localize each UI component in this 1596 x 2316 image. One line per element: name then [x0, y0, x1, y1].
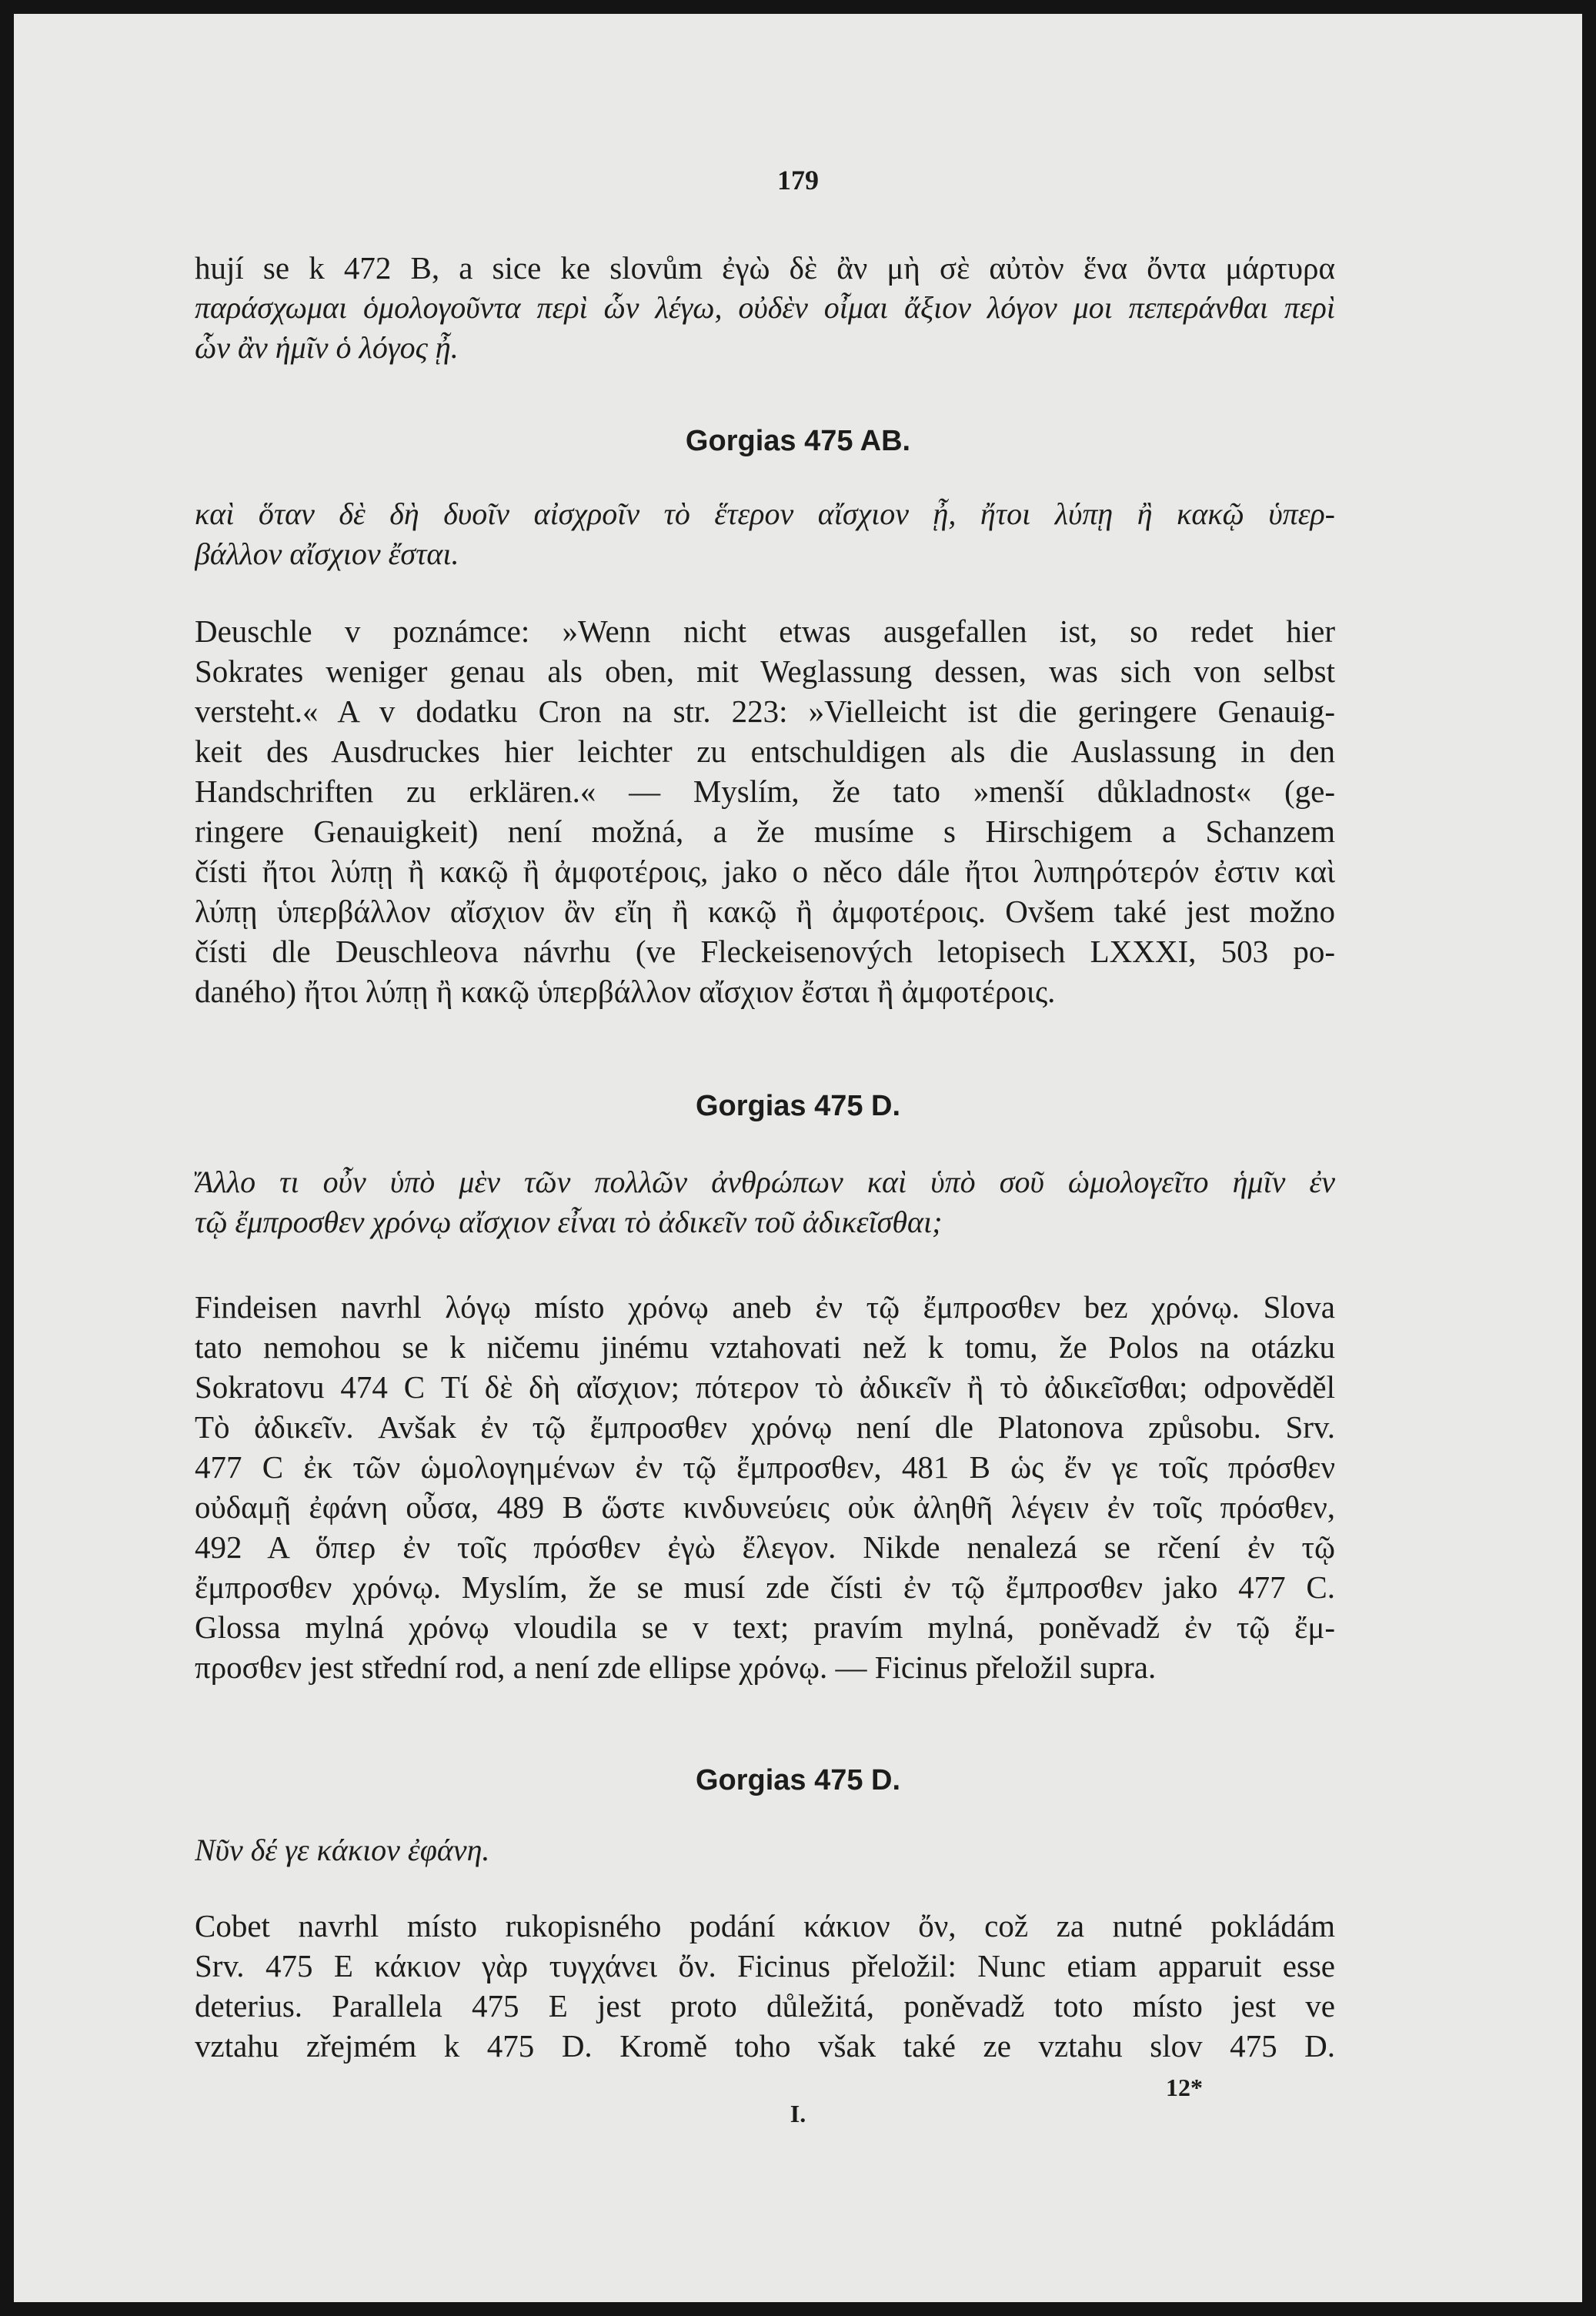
greek-quote-475d: [195, 1162, 1335, 1242]
text-line: 477 C ἐκ τῶν ὡμολογημένων ἐν τῷ ἔμπροσθεν, 481 B ὡς ἔν γε τοῖς πρόσθεν: [195, 1449, 1335, 1485]
text-line: ὧν ἂν ἡμῖν ὁ λόγος ᾖ.: [195, 330, 459, 365]
section-heading-475d: Gorgias 475 D.: [695, 1090, 901, 1122]
text-line: ἔμπροσθεν χρόνῳ. Myslím, že se musí zde čísti ἐν τῷ ἔμπροσθεν jako 477 C.: [195, 1569, 1335, 1605]
quote-line: καὶ ὅταν δὲ δὴ δυοῖν αἰσχροῖν τὸ ἕτερον αἴσχιον ᾖ, ἤτοι λύπῃ ἢ κακῷ ὑπερ-: [195, 496, 1335, 531]
text-line: hují se k 472 B, a sice ke slovům ἐγὼ δὲ ἂν μὴ σὲ αὐτὸν ἕνα ὄντα μάρτυρα: [195, 250, 1335, 286]
commentary-475d: [195, 1287, 1335, 1687]
section-heading-475ab: Gorgias 475 AB.: [685, 425, 911, 457]
text-line: daného) ἤτοι λύπῃ ἢ κακῷ ὑπερβάλλον αἴσχιον ἔσται ἢ ἀμφοτέροις.: [195, 974, 1056, 1009]
quote-line: Νῦν δέ γε κάκιον ἐφάνη.: [195, 1833, 490, 1867]
text-line: tato nemohou se k ničemu jinému vztahovati než k tomu, že Polos na otázku: [195, 1329, 1335, 1365]
greek-quote-475d-second: [195, 1830, 1335, 1870]
text-line: versteht.« A v dodatku Cron na str. 223: »Vielleicht ist die geringere Genauig-: [195, 693, 1335, 729]
text-line: ringere Genauigkeit) není možná, a že musíme s Hirschigem a Schanzem: [195, 814, 1335, 849]
text-line: προσθεν jest střední rod, a není zde ellipse χρόνῳ. — Ficinus přeložil supra.: [195, 1649, 1157, 1685]
text-line: Τὸ ἀδικεῖν. Avšak ἐν τῷ ἔμπροσθεν χρόνῳ není dle Platonova způsobu. Srv.: [195, 1409, 1335, 1445]
intro-paragraph: [195, 248, 1335, 368]
text-line: οὐδαμῇ ἐφάνη οὖσα, 489 B ὥστε κινδυνεύεις οὐκ ἀληθῆ λέγειν ἐν τοῖς πρόσθεν,: [195, 1489, 1335, 1525]
quote-line: βάλλον αἴσχιον ἔσται.: [195, 536, 459, 571]
text-line: Glossa mylná χρόνῳ vloudila se v text; pravím mylná, poněvadž ἐν τῷ ἔμ-: [195, 1609, 1335, 1645]
text-line: Sokrates weniger genau als oben, mit Weglassung dessen, was sich von selbst: [195, 653, 1335, 689]
text-line: keit des Ausdruckes hier leichter zu entschuldigen als die Auslassung in den: [195, 734, 1335, 769]
text-line: λύπῃ ὑπερβάλλον αἴσχιον ἂν εἴη ἢ κακῷ ἢ ἀμφοτέροις. Ovšem také jest možno: [195, 894, 1335, 929]
text-line: Srv. 475 E κάκιον γὰρ τυγχάνει ὄν. Ficinus přeložil: Nunc etiam apparuit esse: [195, 1948, 1335, 1983]
text-line: vztahu zřejmém k 475 D. Kromě toho však také ze vztahu slov 475 D.: [195, 2028, 1335, 2064]
text-line: čísti dle Deuschleova návrhu (ve Fleckeisenových letopisech LXXXI, 503 po-: [195, 934, 1335, 969]
signature-mark: I.: [790, 2100, 806, 2127]
text-line: deterius. Parallela 475 E jest proto důležitá, poněvadž toto místo jest ve: [195, 1988, 1335, 2024]
commentary-475d-second: [195, 1906, 1335, 2066]
text-line: čísti ἤτοι λύπῃ ἢ κακῷ ἢ ἀμφοτέροις, jako o něco dále ἤτοι λυπηρότερόν ἐστιν καὶ: [195, 854, 1335, 889]
text-line: 492 A ὅπερ ἐν τοῖς πρόσθεν ἐγὼ ἔλεγον. Nikde nenalezá se rčení ἐν τῷ: [195, 1529, 1335, 1565]
commentary-475ab: [195, 611, 1335, 1011]
section-heading-475d-second: Gorgias 475 D.: [695, 1764, 901, 1796]
text-line: Handschriften zu erklären.« — Myslím, že tato »menší důkladnost« (ge-: [195, 774, 1335, 809]
quote-line: Ἄλλο τι οὖν ὑπὸ μὲν τῶν πολλῶν ἀνθρώπων καὶ ὑπὸ σοῦ ὡμολογεῖτο ἡμῖν ἐν: [195, 1165, 1335, 1199]
sheet-number: 12*: [1166, 2074, 1203, 2101]
text-line: παράσχωμαι ὁμολογοῦντα περὶ ὧν λέγω, οὐδὲν οἶμαι ἄξιον λόγον μοι πεπεράνθαι περὶ: [195, 290, 1335, 325]
page-number: 179: [777, 165, 819, 196]
text-line: Sokratovu 474 C Τί δὲ δὴ αἴσχιον; πότερον τὸ ἀδικεῖν ἢ τὸ ἀδικεῖσθαι; odpověděl: [195, 1369, 1335, 1405]
greek-quote-475ab: [195, 494, 1335, 574]
quote-line: τῷ ἔμπροσθεν χρόνῳ αἴσχιον εἶναι τὸ ἀδικεῖν τοῦ ἀδικεῖσθαι;: [195, 1205, 943, 1239]
text-line: Cobet navrhl místo rukopisného podání κάκιον ὄν, což za nutné pokládám: [195, 1908, 1335, 1943]
text-line: Deuschle v poznámce: »Wenn nicht etwas ausgefallen ist, so redet hier: [195, 613, 1335, 649]
text-line: Findeisen navrhl λόγῳ místo χρόνῳ aneb ἐν τῷ ἔμπροσθεν bez χρόνῳ. Slova: [195, 1289, 1335, 1325]
